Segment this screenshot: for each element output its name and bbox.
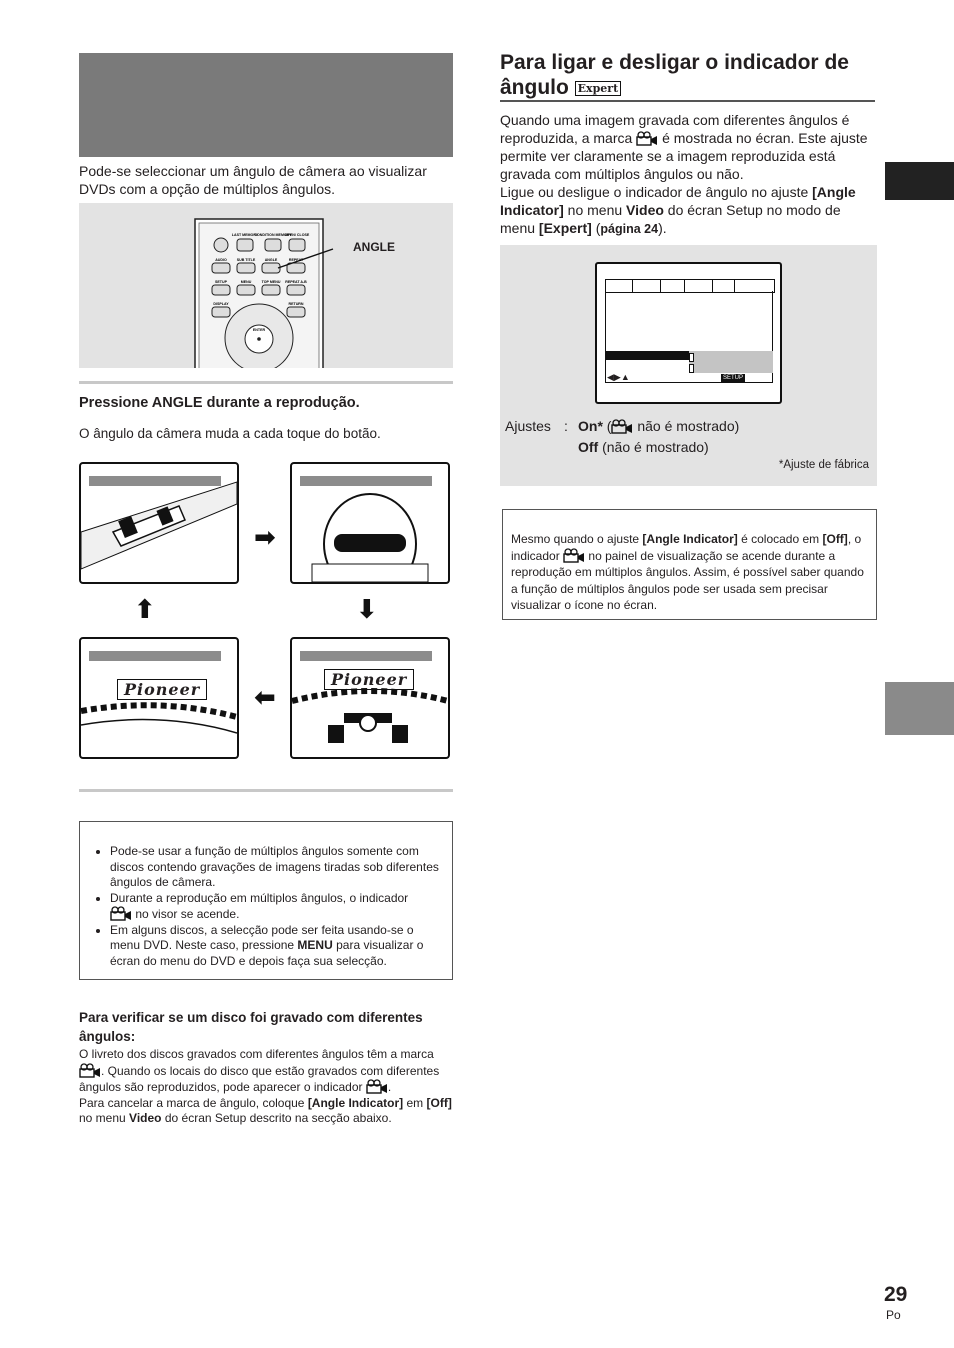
note-item: • Durante a reprodução em múltiplos ângulos, o indicador no visor se acende. [110,891,442,923]
angle-camera-icon [79,1063,101,1078]
pioneer-logo: Pioneer [117,679,207,700]
heading-underline [500,100,875,102]
divider-top [79,381,453,384]
option-off: Off (não é mostrado) [578,439,709,455]
note-item: • Em alguns discos, a selecção pode ser feita usando-se o menu DVD. Neste caso, pressione MENU para visualizar o écran do menu do DVD e depois faça sua selecção. [110,923,442,970]
pioneer-logo: Pioneer [324,669,414,690]
remote-key-label: OPEN/ CLOSE [284,233,310,237]
side-tab-gray [885,682,954,735]
option-off-marker[interactable] [689,364,694,373]
top-menu-button [262,285,280,295]
expert-badge: Expert [575,81,622,96]
race-track-curve [81,639,237,757]
return-button [287,307,305,317]
setup-screen-panel [500,245,877,486]
option-on: On* ( não é mostrado) [578,418,740,434]
setup-button [212,285,230,295]
side-tab-dark [885,162,954,200]
remote-key-label: RETURN [288,302,304,306]
remote-key-label: CONDITION MEMORY [254,233,292,237]
settings-colon: : [564,418,568,434]
angle-camera-icon [563,548,585,563]
intro-text: Pode-se seleccionar um ângulo de câmera ao visualizar DVDs com a opção de múltiplos ângulos. [79,163,427,197]
language-code: Po [886,1308,901,1322]
angle-camera-icon [110,906,132,921]
angle-camera-icon [611,419,633,434]
remote-key-label: REPEAT A-B [285,280,307,284]
verify-heading: Para verificar se um disco foi gravado com diferentes ângulos: [79,1010,423,1044]
subtitle-button [237,263,255,273]
power-button [214,238,228,252]
tv-frame-3 [79,637,239,759]
arrow-right: ➡ [254,522,276,552]
step-heading: Pressione ANGLE durante a reprodução. [79,395,360,411]
menu-button [237,285,255,295]
angle-camera-icon [636,131,658,146]
remote-key-label: TOP MENU [261,280,281,284]
race-car-front-view [292,639,448,757]
divider-bottom [79,789,453,792]
factory-default-note: *Ajuste de fábrica [778,459,869,471]
driver-helmet-view [292,464,448,582]
option-on-marker[interactable] [689,353,694,362]
angle-indicator-row-highlight[interactable] [606,351,690,360]
remote-key-label: SETUP [215,280,227,284]
remote-illustration-panel [79,203,453,368]
notes-box [79,821,453,980]
remote-control-illustration [79,203,453,368]
step-text: O ângulo da câmera muda a cada toque do botão. [79,426,381,441]
condition-memory-button [265,239,281,251]
angle-camera-icon [366,1079,388,1094]
setup-screen-tv [595,262,782,404]
verify-text: O livreto dos discos gravados com diferentes ângulos têm a marca . Quando os locais do disco que estão gravados com diferentes ângulos são reproduzidos, pode aparecer o indicador . Para cancelar a marca de ângulo, coloque [Angle Indicator] em [Off] no menu Video do écran Setup descrito na secção abaixo. [79,1047,452,1125]
tv-frame-2 [290,462,450,584]
section-heading: Para ligar e desligar o indicador de ângulo Expert [500,51,849,99]
remote-key-label: ENTER [252,328,266,332]
audio-button [212,263,230,273]
arrow-up: ⬆ [134,594,156,624]
settings-label: Ajustes [505,418,551,434]
notes-list [90,844,442,969]
page-number: 29 [884,1283,908,1306]
nav-arrows-icon: ◀▶▲ [607,372,630,382]
display-button [212,307,230,317]
setup-badge: SETUP [723,375,744,381]
arrow-down: ⬇ [356,594,378,624]
repeat-ab-button [287,285,305,295]
arrow-left: ⬅ [254,682,276,712]
race-car-side-view [81,464,237,582]
open-close-button [289,239,305,251]
remote-key-label: DISPLAY [213,302,229,306]
remote-key-label: SUB TITLE [236,258,256,262]
indicator-note-box: Mesmo quando o ajuste [Angle Indicator] é colocado em [Off], o indicador no painel de visualização se acende durante a reprodução em múltiplos ângulos. Assim, é possível saber quando a função de múltiplos ângulos pode ser usada sem precisar visualizar o ícone no écran. [502,509,877,620]
remote-key-label: MENU [240,280,252,284]
option-dropdown-panel [689,351,773,373]
note-item: • Pode-se usar a função de múltiplos ângulos somente com discos contendo gravações de imagens tiradas sob diferentes ângulos de câmera. [110,844,442,891]
remote-key-label: AUDIO [215,258,227,262]
section-header-band [79,53,453,157]
description-text: Quando uma imagem gravada com diferentes ângulos é reproduzida, a marca é mostrada no écran. Este ajuste permite ver claramente se a imagem reproduzida está gravada com múltiplos ângulos ou não. Ligue ou desligue o indicador de ângulo no ajuste [Angle Indicator] no menu Video do écran Setup no modo de menu [Expert] (página 24). [500,112,868,236]
last-memory-button [237,239,253,251]
angle-button [262,263,280,273]
remote-key-label: ANGLE [264,258,278,262]
angle-callout: ANGLE [353,240,395,254]
remote-key-label: REPEAT [288,258,304,262]
tv-frame-1 [79,462,239,584]
tv-frame-4 [290,637,450,759]
remote-key-label: LAST MEMORY [231,233,259,237]
